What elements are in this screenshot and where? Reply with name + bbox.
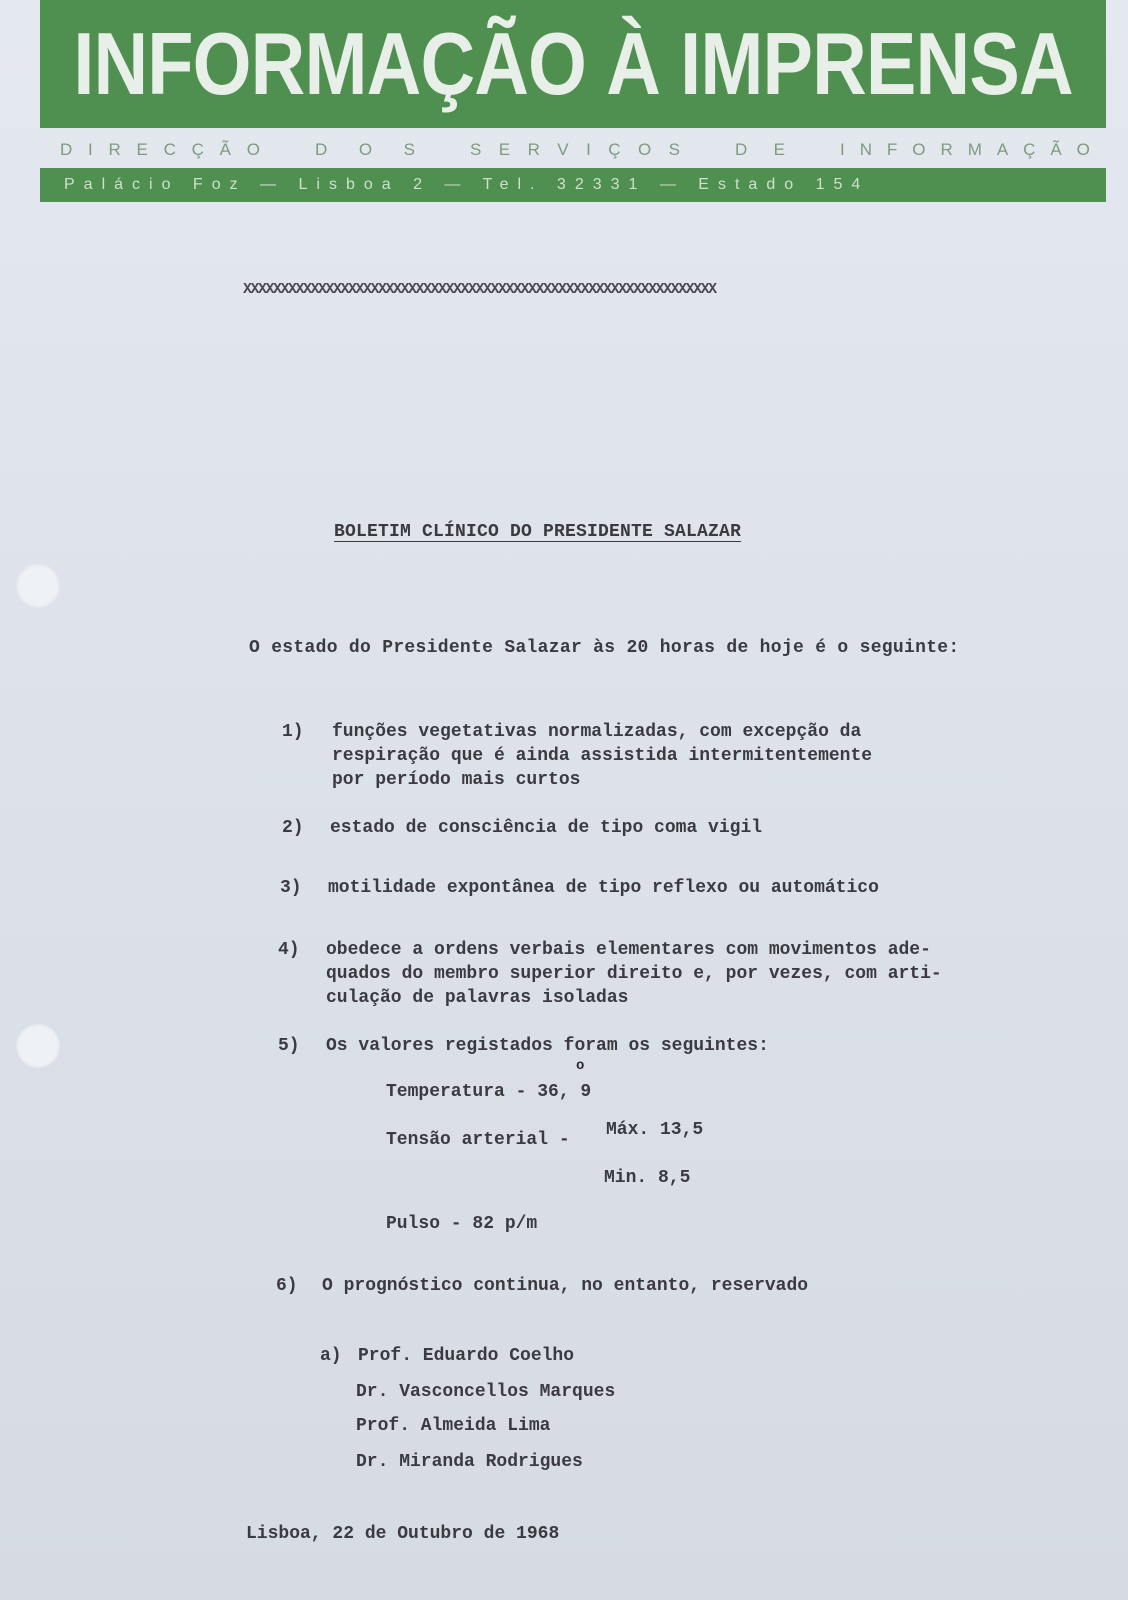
signature-prefix: a) [320,1346,342,1366]
item-number: 5) [278,1036,300,1056]
department-word: D E [735,140,785,159]
department-word: I N F O R M A Ç Ã O [840,140,1090,159]
signatory-name: Prof. Almeida Lima [356,1416,551,1436]
letterhead-title: INFORMAÇÃO À IMPRENSA [73,14,1073,113]
item-line: quados do membro superior direito e, por vezes, com arti- [326,964,942,984]
temperature-value: Temperatura - 36, 9 [386,1082,592,1102]
item-line: obedece a ordens verbais elementares com movimentos ade- [326,940,931,960]
tension-label: Tensão arterial - [386,1130,570,1150]
pulse-value: Pulso - 82 p/m [386,1214,538,1234]
item-number: 4) [278,940,300,960]
item-line: Os valores registados foram os seguintes: [326,1036,769,1056]
address-text: Palácio Foz — Lisboa 2 — Tel. 32331 — Estado 154 [64,176,870,193]
item-number: 2) [282,818,304,838]
item-number: 1) [282,722,304,742]
dateline: Lisboa, 22 de Outubro de 1968 [246,1524,560,1544]
signatory-name: Dr. Miranda Rodrigues [356,1452,583,1472]
item-line: estado de consciência de tipo coma vigil [330,818,763,838]
bulletin-heading: BOLETIM CLÍNICO DO PRESIDENTE SALAZAR [334,522,742,542]
degree-mark: o [576,1058,585,1074]
punch-hole-bottom [16,1024,60,1068]
item-line: O prognóstico continua, no entanto, reservado [322,1276,809,1296]
bulletin-intro: O estado do Presidente Salazar às 20 horas de hoje é o seguinte: [249,638,960,658]
letterhead-banner [40,0,1106,128]
item-line: funções vegetativas normalizadas, com excepção da [332,722,862,742]
department-word: D I R E C Ç Ã O [60,140,260,159]
tension-min-value: Min. 8,5 [604,1168,691,1188]
item-line: respiração que é ainda assistida intermitentemente [332,746,873,766]
tension-max-value: Máx. 13,5 [606,1120,704,1140]
department-line [60,138,1090,162]
item-line: culação de palavras isoladas [326,988,629,1008]
item-number: 6) [276,1276,298,1296]
address-banner [40,168,1106,202]
department-word: S E R V I Ç O S [470,140,680,159]
department-word: D O S [315,140,415,159]
signatory-name: Dr. Vasconcellos Marques [356,1382,616,1402]
item-line: por período mais curtos [332,770,581,790]
punch-hole-top [16,564,60,608]
signatory-name: Prof. Eduardo Coelho [358,1346,575,1366]
redacted-line: XXXXXXXXXXXXXXXXXXXXXXXXXXXXXXXXXXXXXXXXXXXXXXXXXXXXXXXXXXXXXXX [243,282,716,298]
item-line: motilidade expontânea de tipo reflexo ou automático [328,878,879,898]
item-number: 3) [280,878,302,898]
